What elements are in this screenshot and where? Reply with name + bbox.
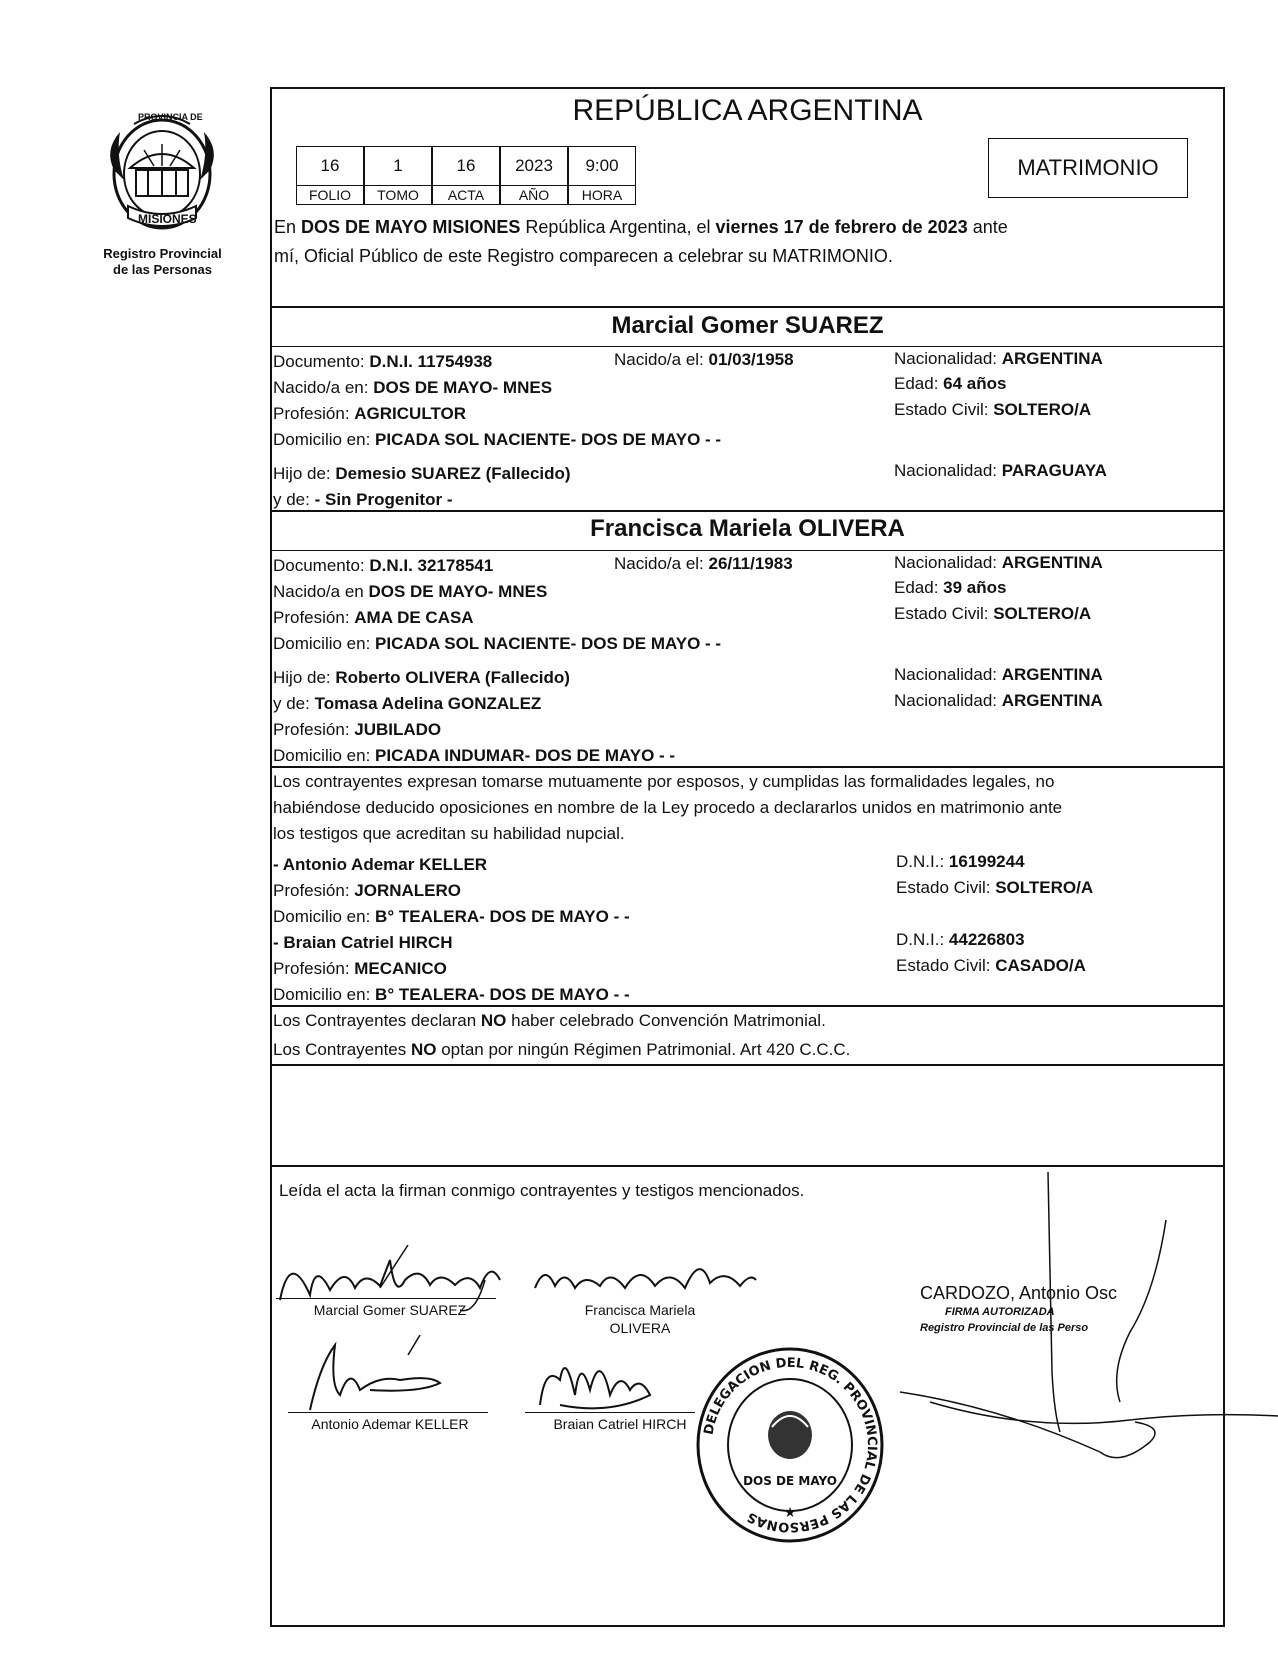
intro-text-b: República Argentina, el xyxy=(520,217,716,237)
closing-text: Leída el acta la firman conmigo contrayentes y testigos mencionados. xyxy=(279,1181,805,1200)
svg-text:★: ★ xyxy=(783,1505,797,1521)
tomo-value: 1 xyxy=(364,146,432,186)
witness1-dni: D.N.I.: 16199244 xyxy=(896,852,1025,871)
declaration-line2: habiéndose deducido oposiciones en nombre de la Ley procedo a declararlos unidos en matrimonio ante xyxy=(273,798,1063,817)
divider xyxy=(270,1005,1225,1007)
signature-keller-icon xyxy=(290,1335,470,1415)
witness1-name: - Antonio Ademar KELLER xyxy=(273,855,488,874)
acta-value: 16 xyxy=(432,146,500,186)
divider xyxy=(270,346,1225,347)
spouse1-age: Edad: 64 años xyxy=(894,374,1007,393)
folio-label: FOLIO xyxy=(296,186,364,205)
spouse1-nationality: Nacionalidad: ARGENTINA xyxy=(894,349,1103,368)
stamp-bottom-text: DOS DE MAYO xyxy=(743,1474,837,1488)
witness1-address: Domicilio en: B° TEALERA- DOS DE MAYO - - xyxy=(273,907,630,926)
signature-name-keller: Antonio Ademar KELLER xyxy=(311,1416,469,1432)
spouse1-birthdate: Nacido/a el: 01/03/1958 xyxy=(614,350,794,369)
spouse2-parent-address: Domicilio en: PICADA INDUMAR- DOS DE MAYO - - xyxy=(273,746,676,765)
official-name: CARDOZO, Antonio Osc xyxy=(920,1283,1118,1303)
spouse2-age: Edad: 39 años xyxy=(894,578,1007,597)
spouse1-profession: Profesión: AGRICULTOR xyxy=(273,404,467,423)
spouse2-father: Hijo de: Roberto OLIVERA (Fallecido) xyxy=(273,668,570,687)
declaration-line3: los testigos que acreditan su habilidad nupcial. xyxy=(273,824,625,843)
spouse2-mother: y de: Tomasa Adelina GONZALEZ xyxy=(273,694,542,713)
spouse2-profession: Profesión: AMA DE CASA xyxy=(273,608,474,627)
official-stamp xyxy=(690,1345,890,1545)
seal-text-bottom: MISIONES xyxy=(138,212,197,226)
divider xyxy=(270,550,1225,551)
acta-label: ACTA xyxy=(432,186,500,205)
divider xyxy=(270,510,1225,512)
spouse2-civil-status: Estado Civil: SOLTERO/A xyxy=(894,604,1092,623)
sig-line xyxy=(276,1298,496,1299)
witness2-dni: D.N.I.: 44226803 xyxy=(896,930,1025,949)
round-stamp-icon xyxy=(690,1345,890,1545)
signature-francisca-icon xyxy=(530,1248,760,1303)
signature-name-francisca-l1: Francisca Mariela xyxy=(584,1302,696,1318)
witness2-address: Domicilio en: B° TEALERA- DOS DE MAYO - - xyxy=(273,985,630,1004)
logo-caption-line2: de las Personas xyxy=(113,262,212,277)
spouse1-civil-status: Estado Civil: SOLTERO/A xyxy=(894,400,1092,419)
divider xyxy=(270,1064,1225,1066)
spouse2-address: Domicilio en: PICADA SOL NACIENTE- DOS DE MAYO - - xyxy=(273,634,722,653)
spouse1-mother: y de: - Sin Progenitor - xyxy=(273,490,453,509)
spouse1-document: Documento: D.N.I. 11754938 xyxy=(273,352,493,371)
official-title: FIRMA AUTORIZADA xyxy=(945,1306,1055,1318)
hour-label: HORA xyxy=(568,186,636,205)
witness1-civil-status: Estado Civil: SOLTERO/A xyxy=(896,878,1094,897)
spouse2-mother-nationality: Nacionalidad: ARGENTINA xyxy=(894,691,1103,710)
folio-value: 16 xyxy=(296,146,364,186)
witness2-profession: Profesión: MECANICO xyxy=(273,959,447,978)
signature-name-francisca-l2: OLIVERA xyxy=(609,1320,671,1336)
regime-line1: Los Contrayentes declaran NO haber celebrado Convención Matrimonial. xyxy=(273,1011,826,1030)
seal-text-top: PROVINCIA DE xyxy=(138,112,203,122)
intro-date: viernes 17 de febrero de 2023 xyxy=(715,217,968,237)
spouse2-name: Francisca Mariela OLIVERA xyxy=(590,515,905,542)
spouse1-father-nationality: Nacionalidad: PARAGUAYA xyxy=(894,461,1107,480)
intro-text-a: En xyxy=(274,217,302,237)
divider xyxy=(270,766,1225,768)
declaration-line1: Los contrayentes expresan tomarse mutuamente por esposos, y cumplidas las formalidades legales, no xyxy=(273,772,1055,791)
signature-hirch-icon xyxy=(530,1345,660,1415)
intro-place: DOS DE MAYO MISIONES xyxy=(301,217,521,237)
sig-line xyxy=(525,1412,695,1413)
divider xyxy=(270,1165,1225,1167)
witness2-civil-status: Estado Civil: CASADO/A xyxy=(896,956,1086,975)
intro-line1 xyxy=(274,217,1008,238)
spouse2-nationality: Nacionalidad: ARGENTINA xyxy=(894,553,1103,572)
witness2-name: - Braian Catriel HIRCH xyxy=(273,933,453,952)
year-value: 2023 xyxy=(500,146,568,186)
spouse2-father-nationality: Nacionalidad: ARGENTINA xyxy=(894,665,1103,684)
spouse2-parent-profession: Profesión: JUBILADO xyxy=(273,720,442,739)
signature-name-hirch: Braian Catriel HIRCH xyxy=(553,1416,687,1432)
hour-value: 9:00 xyxy=(568,146,636,186)
document-type-box: MATRIMONIO xyxy=(988,138,1188,198)
witness1-profession: Profesión: JORNALERO xyxy=(273,881,461,900)
intro-text-c: ante xyxy=(967,217,1008,237)
logo-caption-line1: Registro Provincial xyxy=(103,246,222,261)
regime-line2: Los Contrayentes NO optan por ningún Régimen Patrimonial. Art 420 C.C.C. xyxy=(273,1040,851,1059)
country-title: REPÚBLICA ARGENTINA xyxy=(572,94,923,127)
spouse1-address: Domicilio en: PICADA SOL NACIENTE- DOS DE MAYO - - xyxy=(273,430,722,449)
spouse1-father: Hijo de: Demesio SUAREZ (Fallecido) xyxy=(273,464,571,483)
year-label: AÑO xyxy=(500,186,568,205)
intro-line2: mí, Oficial Público de este Registro comparecen a celebrar su MATRIMONIO. xyxy=(274,246,893,266)
signature-name-marcial: Marcial Gomer SUAREZ xyxy=(313,1302,467,1318)
spouse1-name: Marcial Gomer SUAREZ xyxy=(611,312,884,339)
stamp-ring-text: DELEGACION DEL REG. PROVINCIAL DE LAS PERSONAS xyxy=(701,1355,880,1535)
official-org: Registro Provincial de las Perso xyxy=(920,1322,1089,1334)
divider xyxy=(270,306,1225,308)
sig-line xyxy=(288,1412,488,1413)
spouse2-birthplace: Nacido/a en DOS DE MAYO- MNES xyxy=(273,582,548,601)
spouse2-birthdate: Nacido/a el: 26/11/1983 xyxy=(614,554,793,573)
tomo-label: TOMO xyxy=(364,186,432,205)
spouse2-document: Documento: D.N.I. 32178541 xyxy=(273,556,494,575)
spouse1-birthplace: Nacido/a en: DOS DE MAYO- MNES xyxy=(273,378,553,397)
registry-logo xyxy=(100,110,225,240)
